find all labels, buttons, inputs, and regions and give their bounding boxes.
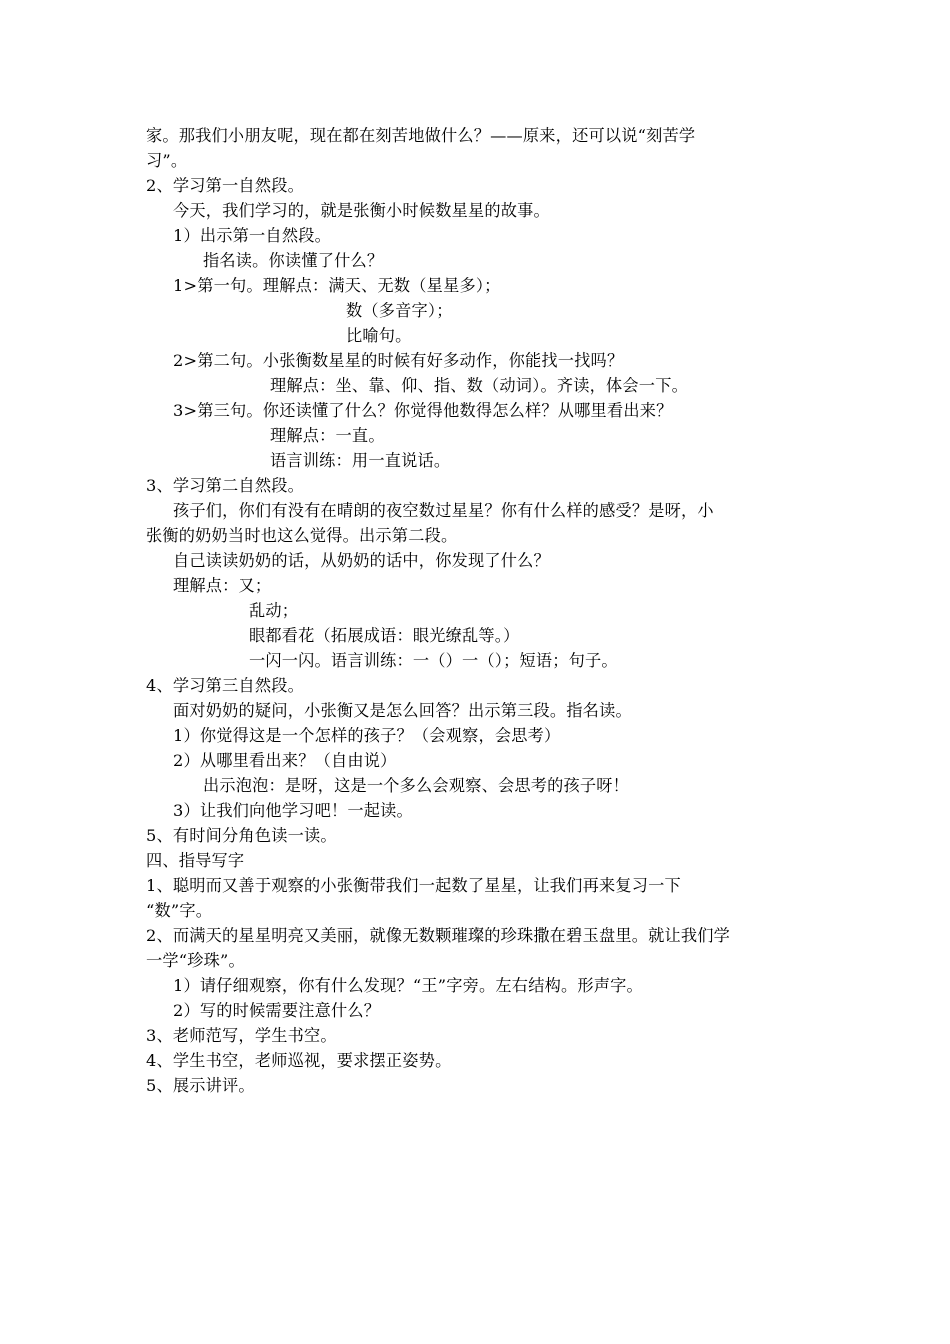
text-line: 指名读。你读懂了什么？ [203, 251, 384, 270]
text-line: 习”。 [146, 151, 188, 170]
text-line: 面对奶奶的疑问，小张衡又是怎么回答？出示第三段。指名读。 [173, 701, 632, 720]
text-line: 2、而满天的星星明亮又美丽，就像无数颗璀璨的珍珠撒在碧玉盘里。就让我们学 [146, 926, 731, 945]
section-heading: 2、学习第一自然段。 [146, 176, 304, 195]
text-line: 一学“珍珠”。 [146, 951, 245, 970]
text-line: 数（多音字）； [346, 301, 453, 320]
text-line: 2>第二句。小张衡数星星的时候有好多动作，你能找一找吗？ [173, 351, 624, 370]
text-line: 理解点：又； [173, 576, 272, 595]
section-heading: 5、有时间分角色读一读。 [146, 826, 337, 845]
text-line: 语言训练：用一直说话。 [270, 451, 451, 470]
text-line: 孩子们，你们有没有在晴朗的夜空数过星星？你有什么样的感受？是呀，小 [173, 501, 714, 520]
text-line: 1）你觉得这是一个怎样的孩子？（会观察，会思考） [173, 726, 561, 745]
text-line: 眼都看花（拓展成语：眼光缭乱等。） [249, 626, 520, 645]
text-line: 2）从哪里看出来？（自由说） [173, 751, 397, 770]
text-line: 一闪一闪。语言训练：一（）一（）；短语；句子。 [249, 651, 618, 670]
text-line: 1）请仔细观察，你有什么发现？“王”字旁。左右结构。形声字。 [173, 976, 643, 995]
text-line: 1）出示第一自然段。 [173, 226, 331, 245]
text-line: 1、聪明而又善于观察的小张衡带我们一起数了星星，让我们再来复习一下 [146, 876, 681, 895]
text-line: 比喻句。 [346, 326, 412, 345]
text-line: 4、学生书空，老师巡视，要求摆正姿势。 [146, 1051, 452, 1070]
text-line: 家。那我们小朋友呢，现在都在刻苦地做什么？——原来，还可以说“刻苦学 [146, 126, 696, 145]
text-line: 理解点：一直。 [270, 426, 385, 445]
section-heading: 四、指导写字 [146, 851, 245, 870]
text-line: 理解点：坐、靠、仰、指、数（动词）。齐读，体会一下。 [270, 376, 688, 395]
text-line: 2）写的时候需要注意什么？ [173, 1001, 381, 1020]
text-line: 3、老师范写，学生书空。 [146, 1026, 337, 1045]
text-line: “数”字。 [146, 901, 213, 920]
section-heading: 4、学习第三自然段。 [146, 676, 304, 695]
text-line: 出示泡泡：是呀，这是一个多么会观察、会思考的孩子呀！ [203, 776, 630, 795]
text-line: 1>第一句。理解点：满天、无数（星星多）； [173, 276, 501, 295]
text-line: 自己读读奶奶的话，从奶奶的话中，你发现了什么？ [173, 551, 550, 570]
text-line: 5、展示讲评。 [146, 1076, 255, 1095]
text-line: 乱动； [249, 601, 299, 620]
text-line: 3）让我们向他学习吧！一起读。 [173, 801, 413, 820]
text-line: 3>第三句。你还读懂了什么？你觉得他数得怎么样？从哪里看出来？ [173, 401, 673, 420]
text-line: 张衡的奶奶当时也这么觉得。出示第二段。 [146, 526, 458, 545]
section-heading: 3、学习第二自然段。 [146, 476, 304, 495]
text-line: 今天，我们学习的，就是张衡小时候数星星的故事。 [173, 201, 550, 220]
